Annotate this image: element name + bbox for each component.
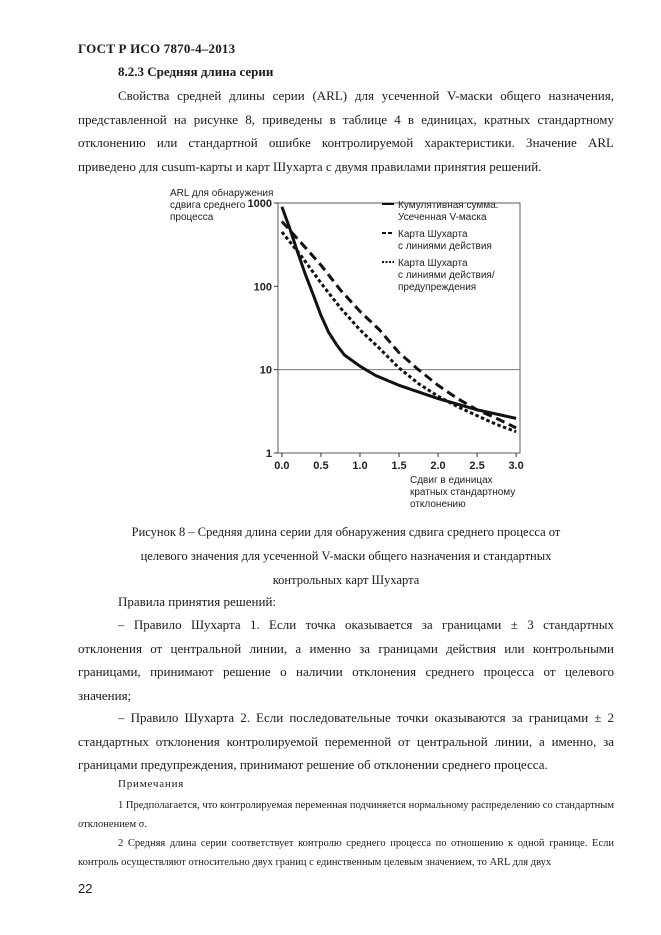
legend-label-line: Карта Шухарта xyxy=(398,229,468,240)
y-tick-label: 10 xyxy=(259,364,272,377)
notes-title: Примечания xyxy=(118,778,185,790)
section-title: 8.2.3 Средняя длина серии xyxy=(118,64,274,79)
y-ticks xyxy=(248,198,278,460)
legend-label-line: с линиями действия/ xyxy=(398,270,495,281)
arl-chart xyxy=(160,183,530,518)
page-number: 22 xyxy=(78,881,93,896)
legend-label-line: с линиями действия xyxy=(398,241,492,252)
x-axis-label-line: отклонению xyxy=(410,499,466,510)
x-tick-label: 0.5 xyxy=(313,460,329,472)
x-axis-label-line: кратных стандартному xyxy=(410,487,516,498)
y-axis-label-line: сдвига среднего xyxy=(170,200,246,211)
intro-paragraph: Свойства средней длины серии (ARL) для усеченной V-маски общего назначения, представленной на рисунке 8, приведены в таблице 4 в единицах, кратных стандартному отклонению или стандартной ошибке контролируемой характеристики. Значение ARL приведено для cusum-карты и карт Шухарта с двумя правилами принятия решений. xyxy=(78,88,614,174)
y-axis-label-line: процесса xyxy=(170,212,214,223)
note-2: 2 Средняя длина серии соответствует контролю среднего процесса по отношению к одной границе. Если контроль осуществляют относительно двух границ с единственным целевым значением, то ARL для двух xyxy=(78,838,614,868)
x-tick-label: 3.0 xyxy=(508,460,524,472)
x-tick-label: 1.0 xyxy=(352,460,368,472)
x-tick-label: 2.5 xyxy=(469,460,485,472)
legend-label-line: предупреждения xyxy=(398,282,477,293)
rule-2: – Правило Шухарта 2. Если последовательные точки оказываются за границами ± 2 стандартных отклонения контролируемой переменной от центральной линии, а именно, за границами предупреждения, принимают решение об отклонении среднего процесса. xyxy=(78,710,614,772)
y-tick-label: 100 xyxy=(253,281,272,294)
x-axis-label-line: Сдвиг в единицах xyxy=(410,475,493,486)
legend-label-line: Карта Шухарта xyxy=(398,258,468,269)
rules-title: Правила принятия решений: xyxy=(118,594,277,609)
rule-1: – Правило Шухарта 1. Если точка оказывается за границами ± 3 стандартных отклонения от центральной линии, а именно за границами действия или контрольными границами, принимают решение о наличии отклонения среднего процесса от целевого значения; xyxy=(78,617,614,703)
y-axis-label-line: ARL для обнаружения xyxy=(170,188,274,199)
x-tick-label: 1.5 xyxy=(391,460,407,472)
legend-label-line: Усеченная V-маска xyxy=(398,212,487,223)
chart-legend xyxy=(382,200,498,293)
note-1: 1 Предполагается, что контролируемая переменная подчиняется нормальному распределению со стандартным отклонением σ. xyxy=(78,800,614,830)
document-header: ГОСТ Р ИСО 7870-4–2013 xyxy=(78,41,236,56)
caption-line: целевого значения для усеченной V-маски общего назначения и стандартных xyxy=(140,549,552,563)
x-ticks xyxy=(274,453,523,472)
caption-line: контрольных карт Шухарта xyxy=(272,573,420,587)
caption-line: Рисунок 8 – Средняя длина серии для обнаружения сдвига среднего процесса от xyxy=(131,525,561,539)
x-axis-label xyxy=(410,475,515,510)
x-tick-label: 0.0 xyxy=(274,460,290,472)
y-tick-label: 1 xyxy=(265,448,272,460)
figure-caption xyxy=(78,520,614,592)
x-tick-label: 2.0 xyxy=(430,460,446,472)
y-tick-label: 1000 xyxy=(247,198,272,210)
legend-label-line: Кумулятивная сумма. xyxy=(398,200,499,211)
series-line-dashed xyxy=(282,222,516,428)
